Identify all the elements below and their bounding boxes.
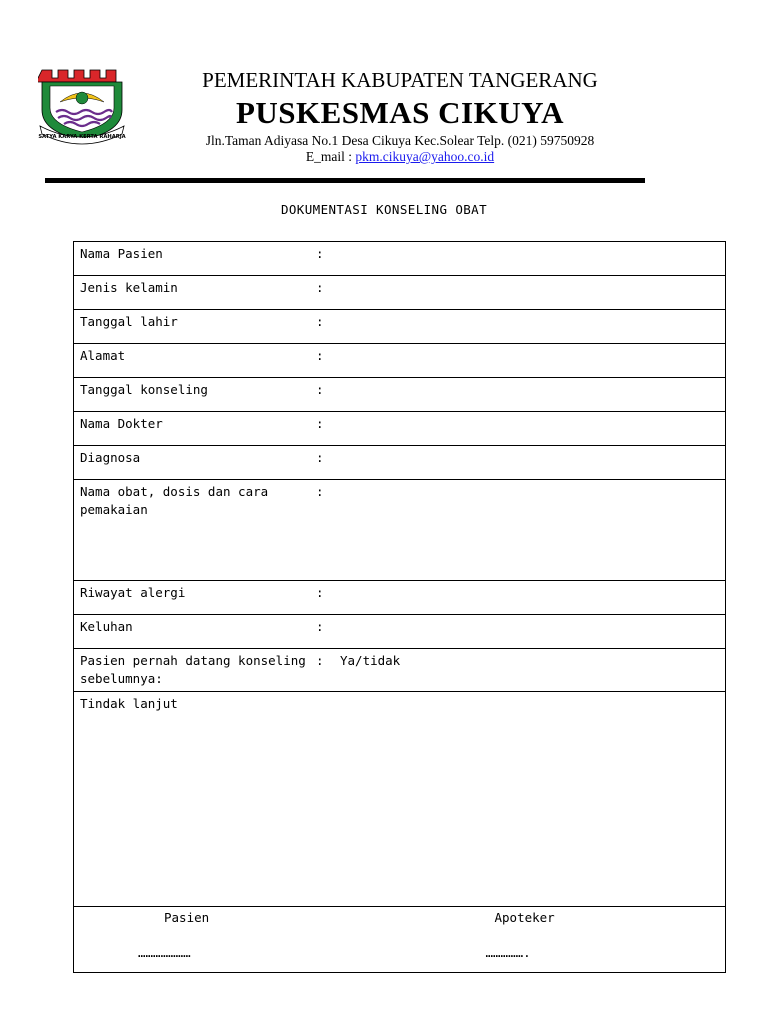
form-row-nama-obat [74, 480, 726, 581]
field-value[interactable] [340, 381, 719, 399]
patient-signature-label: Pasien [164, 910, 210, 925]
header-divider [45, 178, 645, 183]
form-row-tindak-lanjut [74, 692, 726, 907]
kabupaten-tangerang-logo [38, 68, 126, 148]
field-label: Nama Dokter [80, 416, 163, 431]
field-label: Pasien pernah datang konseling sebelumnya: [80, 653, 306, 686]
field-value[interactable] [340, 245, 719, 263]
form-row-diagnosa [74, 446, 726, 480]
field-separator: : [316, 484, 324, 499]
counseling-form-table [73, 241, 726, 973]
field-separator: : [316, 585, 324, 600]
field-value[interactable] [340, 618, 719, 636]
government-name: PEMERINTAH KABUPATEN TANGERANG [202, 68, 598, 92]
form-row-riwayat-alergi [74, 581, 726, 615]
form-row-jenis-kelamin [74, 276, 726, 310]
field-label: Diagnosa [80, 450, 141, 465]
field-value[interactable] [340, 313, 719, 331]
field-separator: : [316, 619, 324, 634]
field-value[interactable] [340, 584, 719, 602]
field-separator: : [316, 416, 324, 431]
field-separator: : [316, 653, 324, 668]
field-label: Nama obat, dosis dan cara pemakaian [80, 484, 269, 517]
field-value[interactable]: Ya/tidak [340, 653, 401, 668]
field-label: Keluhan [80, 619, 133, 634]
patient-signature-line: ………………… [138, 945, 191, 960]
field-label: Tanggal konseling [80, 382, 208, 397]
field-separator: : [316, 382, 324, 397]
field-value[interactable] [340, 415, 719, 433]
form-row-keluhan [74, 615, 726, 649]
pharmacist-signature-label: Apoteker [494, 910, 555, 925]
document-title: DOKUMENTASI KONSELING OBAT [280, 202, 488, 217]
form-row-nama-dokter [74, 412, 726, 446]
form-row-tanggal-konseling [74, 378, 726, 412]
form-row-alamat [74, 344, 726, 378]
form-row-nama-pasien [74, 242, 726, 276]
field-value[interactable] [340, 449, 719, 467]
field-separator: : [316, 450, 324, 465]
field-separator: : [316, 246, 324, 261]
form-row-tanggal-lahir [74, 310, 726, 344]
pharmacist-signature-line: ……………. [485, 945, 531, 960]
svg-text:SATYA KARYA KERTA RAHARJA: SATYA KARYA KERTA RAHARJA [38, 134, 126, 140]
signature-row [74, 907, 726, 973]
field-value[interactable] [340, 347, 719, 365]
email-link[interactable]: pkm.cikuya@yahoo.co.id [355, 149, 495, 164]
institution-address: Jln.Taman Adiyasa No.1 Desa Cikuya Kec.Solear Telp. (021) 59750928 [205, 133, 595, 148]
patient-signature-block [74, 907, 400, 972]
form-row-kunjungan-sebelumnya [74, 649, 726, 692]
field-separator: : [316, 280, 324, 295]
field-label: Riwayat alergi [80, 585, 186, 600]
institution-email-line [150, 149, 650, 165]
pharmacist-signature-block [400, 907, 726, 972]
field-label: Jenis kelamin [80, 280, 178, 295]
field-separator: : [316, 348, 324, 363]
email-label: E_mail : [305, 149, 356, 164]
field-label: Nama Pasien [80, 246, 163, 261]
institution-name: PUSKESMAS CIKUYA [235, 95, 565, 130]
field-label: Alamat [80, 348, 126, 363]
field-value[interactable] [340, 483, 719, 519]
followup-label: Tindak lanjut [80, 696, 178, 711]
tangerang-emblem-icon [38, 68, 126, 148]
field-separator: : [316, 314, 324, 329]
field-label: Tanggal lahir [80, 314, 178, 329]
field-value[interactable] [340, 279, 719, 297]
